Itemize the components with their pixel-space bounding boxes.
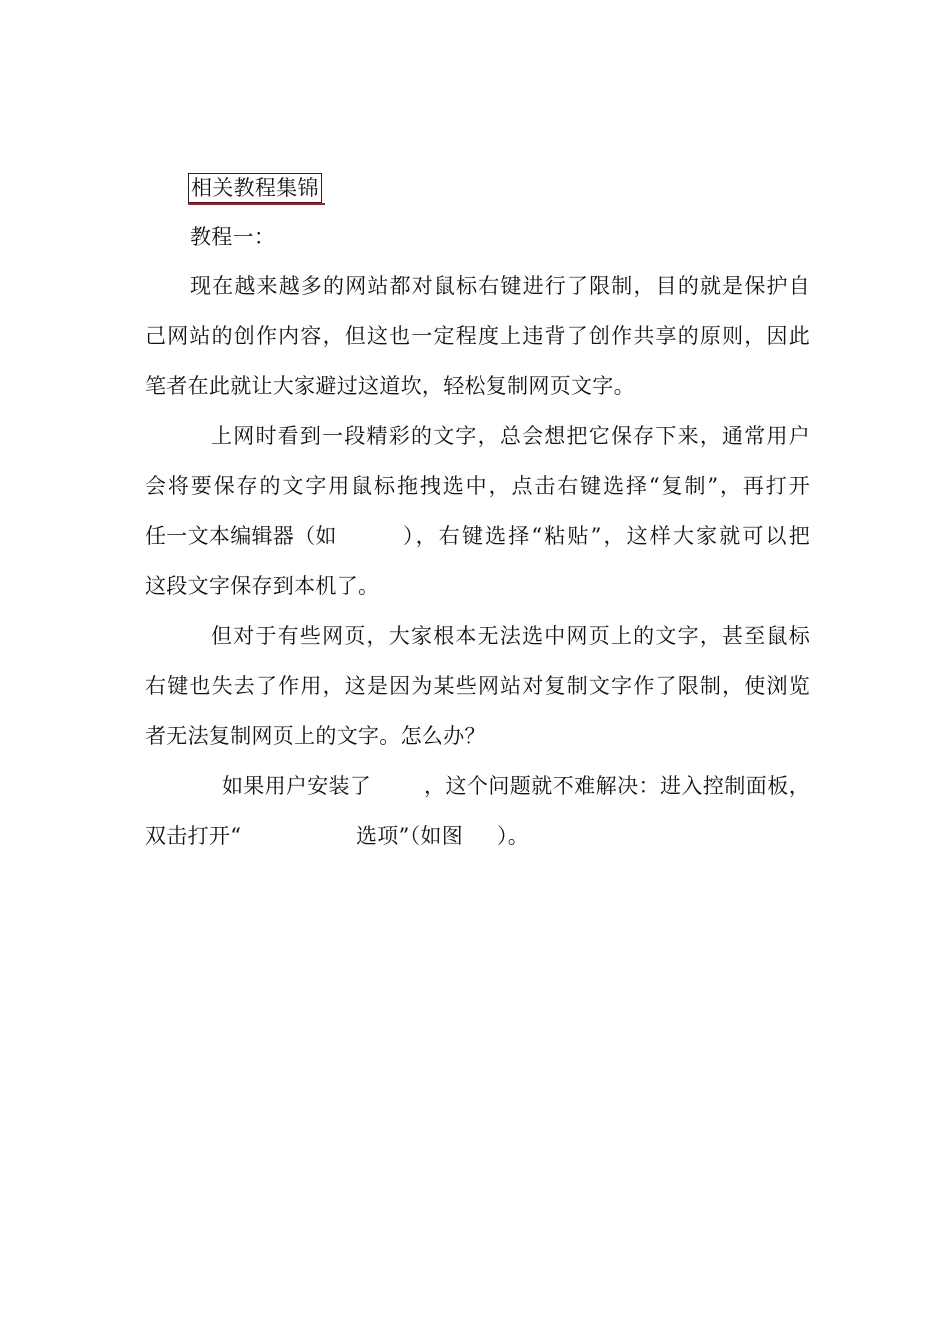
para1-line3: 笔者在此就让大家避过这道坎，轻松复制网页文字。 bbox=[145, 374, 635, 398]
para4-line2-middle: 选项”（如图 bbox=[356, 824, 464, 848]
para2-line3-start: 任一文本编辑器（如 bbox=[145, 524, 337, 548]
section-heading-text: 相关教程集锦 bbox=[191, 176, 319, 200]
para4-line1-end: ，这个问题就不难解决：进入控制面板， bbox=[424, 774, 810, 798]
para4-line2-end: ）。 bbox=[497, 824, 530, 848]
para1-line2: 己网站的创作内容，但这也一定程度上违背了创作共享的原则，因此 bbox=[145, 324, 810, 348]
para3-line3: 者无法复制网页上的文字。怎么办？ bbox=[145, 724, 486, 748]
para3-line1: 但对于有些网页，大家根本无法选中网页上的文字，甚至鼠标 bbox=[211, 624, 810, 648]
para1-line1: 现在越来越多的网站都对鼠标右键进行了限制，目的就是保护自 bbox=[190, 274, 810, 298]
para2-line2: 会将要保存的文字用鼠标拖拽选中，点击右键选择“复制”，再打开 bbox=[145, 474, 810, 498]
para2-line4: 这段文字保存到本机了。 bbox=[145, 574, 380, 598]
para3-line2: 右键也失去了作用，这是因为某些网站对复制文字作了限制，使浏览 bbox=[145, 674, 810, 698]
para4-line1-start: 如果用户安装了 bbox=[222, 774, 372, 798]
section-heading-link[interactable] bbox=[188, 173, 322, 203]
para2-line3-end: ），右键选择“粘贴”，这样大家就可以把 bbox=[403, 524, 810, 548]
tutorial-subheading: 教程一： bbox=[190, 225, 276, 249]
para2-line1: 上网时看到一段精彩的文字，总会想把它保存下来，通常用户 bbox=[211, 424, 810, 448]
heading-underline bbox=[188, 203, 325, 205]
para4-line2-start: 双击打开“ bbox=[145, 824, 242, 848]
